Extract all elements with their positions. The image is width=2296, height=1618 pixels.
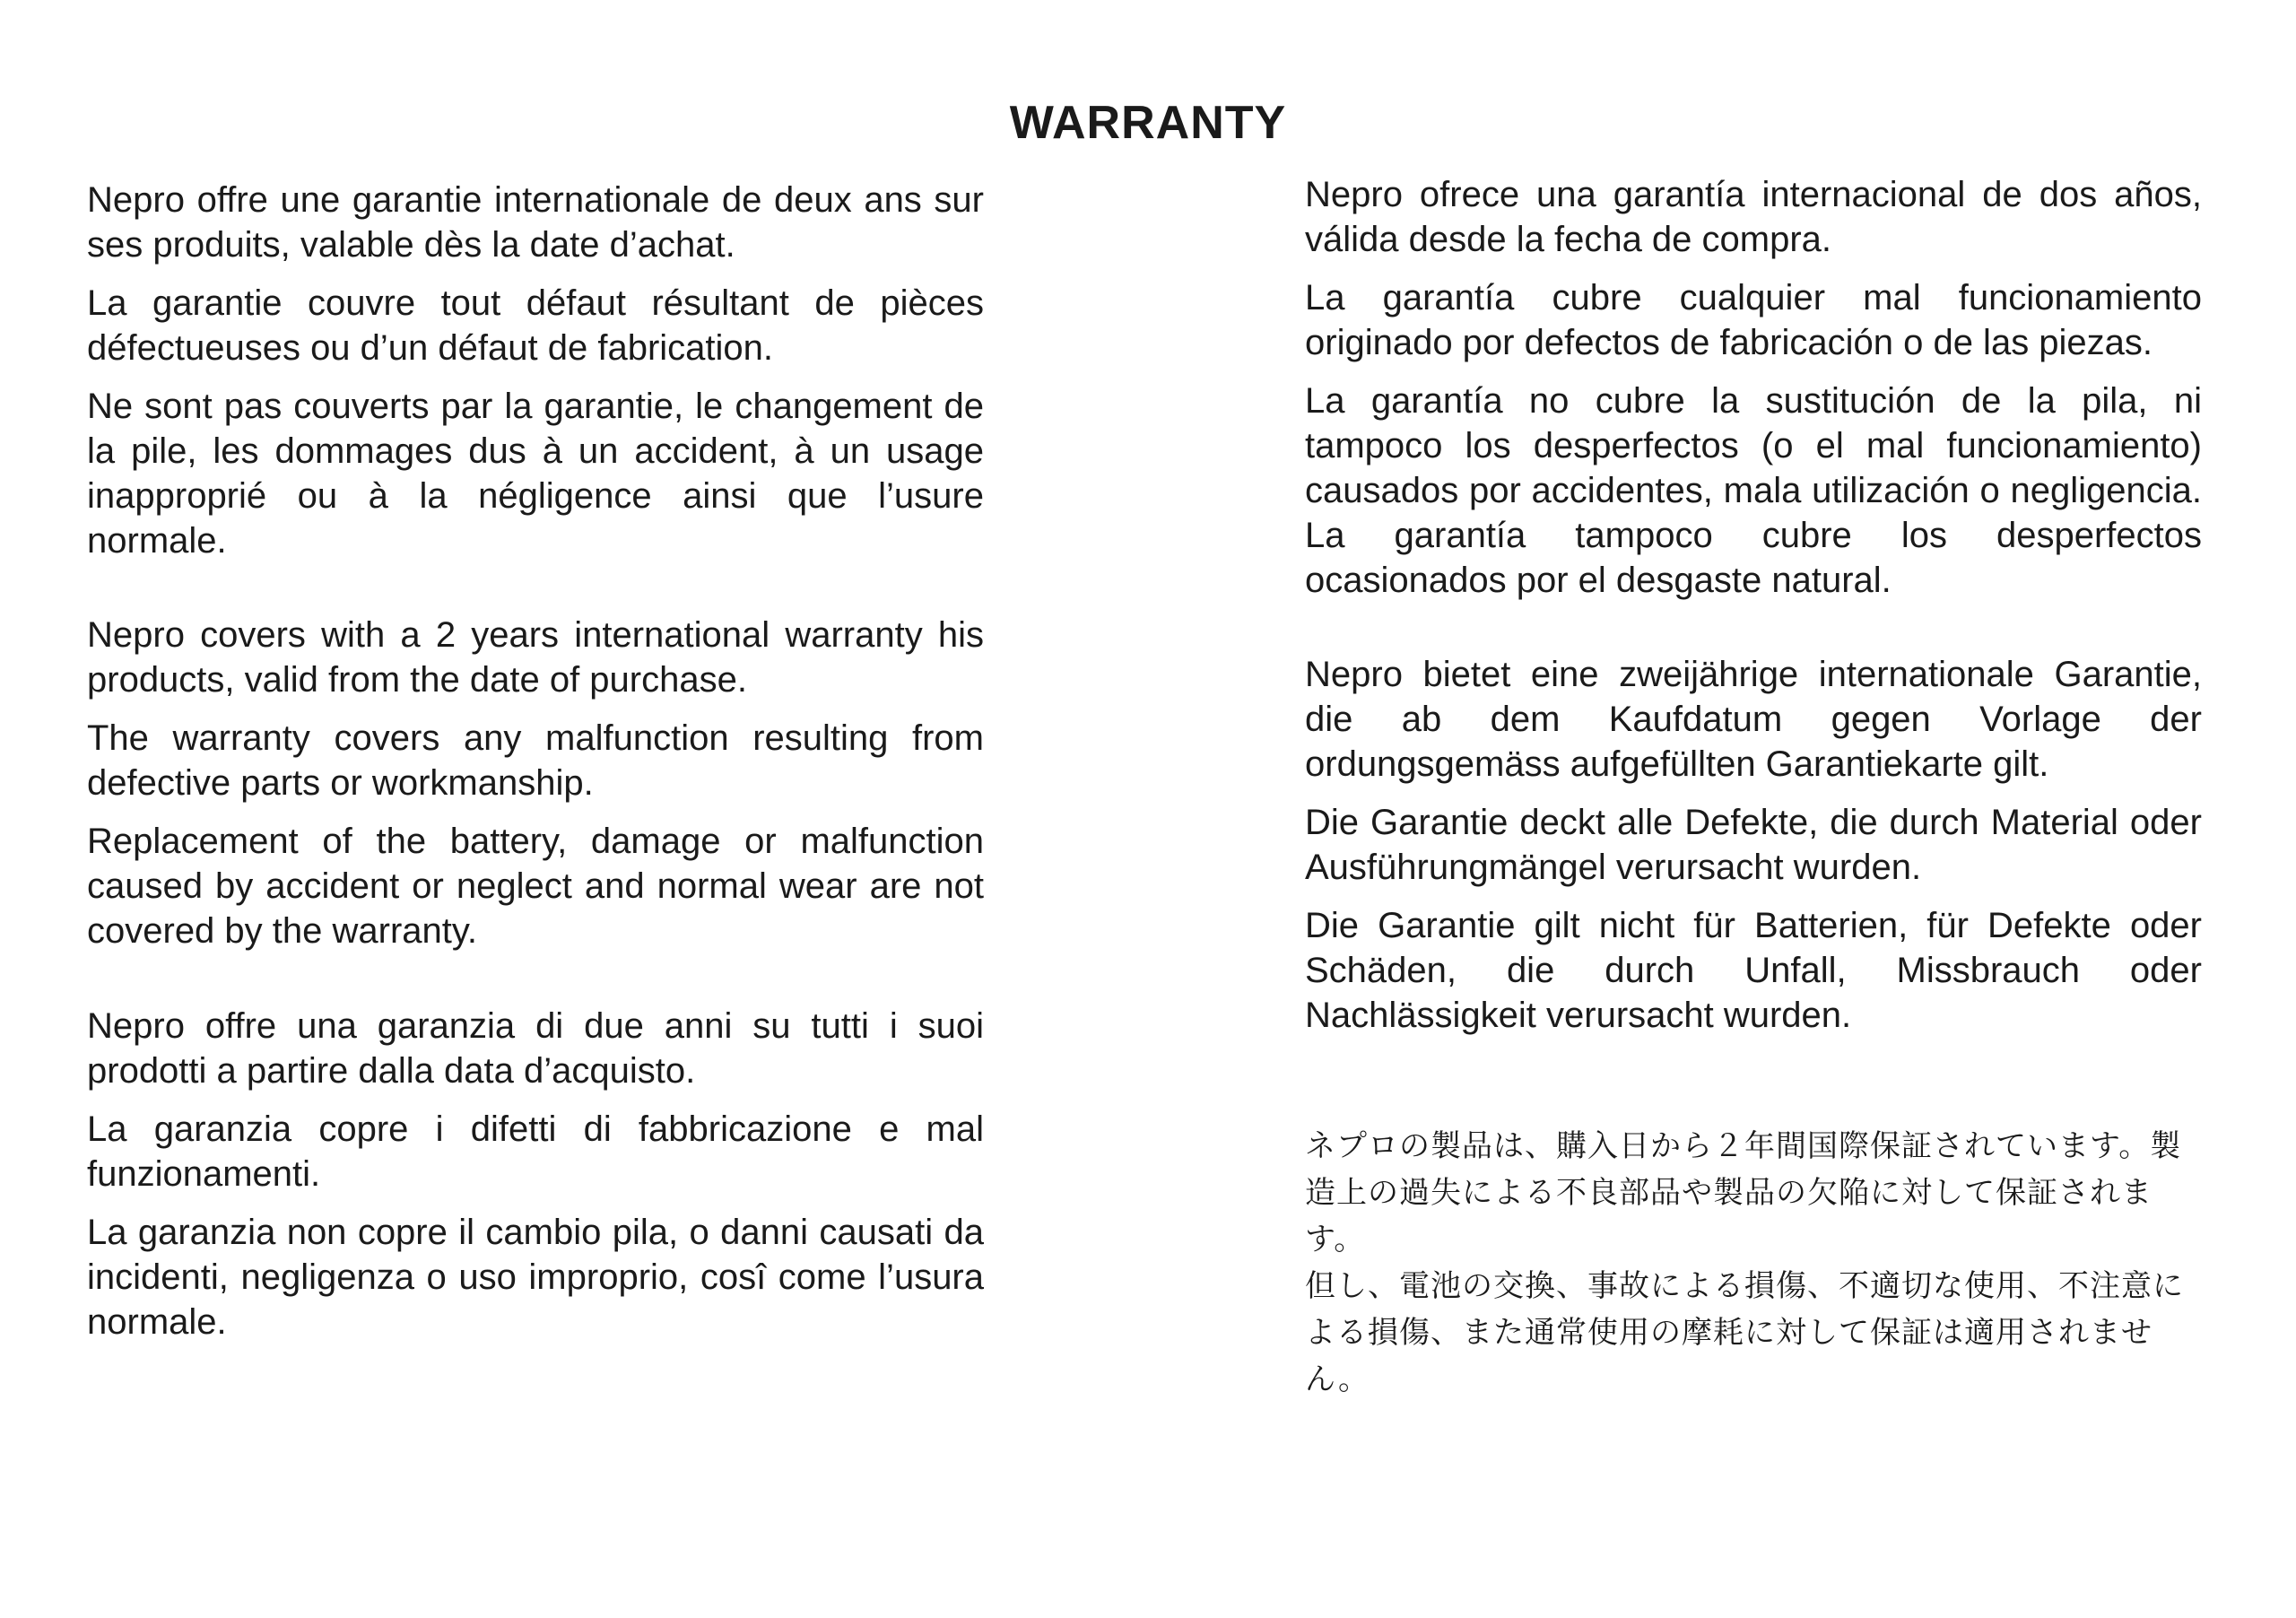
page-title: WARRANTY [1009,96,1287,149]
paragraph: Replacement of the battery, damage or malfunction caused by accident or neglect and normal wear are not covered by the warranty. [87,822,984,951]
paragraph: Nepro bietet eine zweijährige internationale Garantie, die ab dem Kaufdatum gegen Vorlage der ordungsgemäss aufgefüllten Garantiekarte gilt. [1305,655,2202,784]
warranty-section-german [1305,652,2202,1038]
paragraph: Nepro offre una garanzia di due anni su tutti i suoi prodotti a partire dalla data d’acquisto. [87,1006,984,1091]
warranty-section-italian [87,1004,984,1344]
left-column [87,178,984,1358]
warranty-section-spanish [1305,172,2202,603]
paragraph: Nepro covers with a 2 years international warranty his products, valid from the date of purchase. [87,615,984,700]
warranty-section-english [87,613,984,953]
paragraph: The warranty covers any malfunction resulting from defective parts or workmanship. [87,718,984,803]
paragraph: Nepro offre une garantie internationale de deux ans sur ses produits, valable dès la date d’achat. [87,180,984,265]
paragraph: Die Garantie deckt alle Defekte, die durch Material oder Ausführungmängel verursacht wurden. [1305,803,2202,887]
warranty-section-japanese [1305,1123,2202,1403]
paragraph: La garanzia copre i difetti di fabbricazione e mal funzionamenti. [87,1109,984,1194]
paragraph: La garantía no cubre la sustitución de la pila, ni tampoco los desperfectos (o el mal funcionamiento) causados por accidentes, mala utilización o negligencia. La garantía tampoco cubre los desperfectos ocasionados por el desgaste natural. [1305,381,2202,600]
paragraph: La garantía cubre cualquier mal funcionamiento originado por defectos de fabricación o de las piezas. [1305,278,2202,362]
paragraph: Die Garantie gilt nicht für Batterien, für Defekte oder Schäden, die durch Unfall, Missbrauch oder Nachlässigkeit verursacht wurden. [1305,906,2202,1035]
paragraph: Ne sont pas couverts par la garantie, le changement de la pile, les dommages dus à un accident, à un usage inapproprié ou à la négligence ainsi que l’usure normale. [87,387,984,561]
warranty-section-french [87,178,984,563]
paragraph: ネプロの製品は、購入日から２年間国際保証されています。製造上の過失による不良部品や製品の欠陥に対して保証されます。 [1305,1128,2182,1257]
paragraph: 但し、電池の交換、事故による損傷、不適切な使用、不注意による損傷、また通常使用の摩耗に対して保証は適用されません。 [1305,1268,2184,1397]
paragraph: Nepro ofrece una garantía internacional de dos años, válida desde la fecha de compra. [1305,175,2202,259]
paragraph: La garantie couvre tout défaut résultant de pièces défectueuses ou d’un défaut de fabrication. [87,283,984,368]
paragraph: La garanzia non copre il cambio pila, o danni causati da incidenti, negligenza o uso improprio, cosî come l’usura normale. [87,1213,984,1342]
right-column [1305,172,2202,1403]
